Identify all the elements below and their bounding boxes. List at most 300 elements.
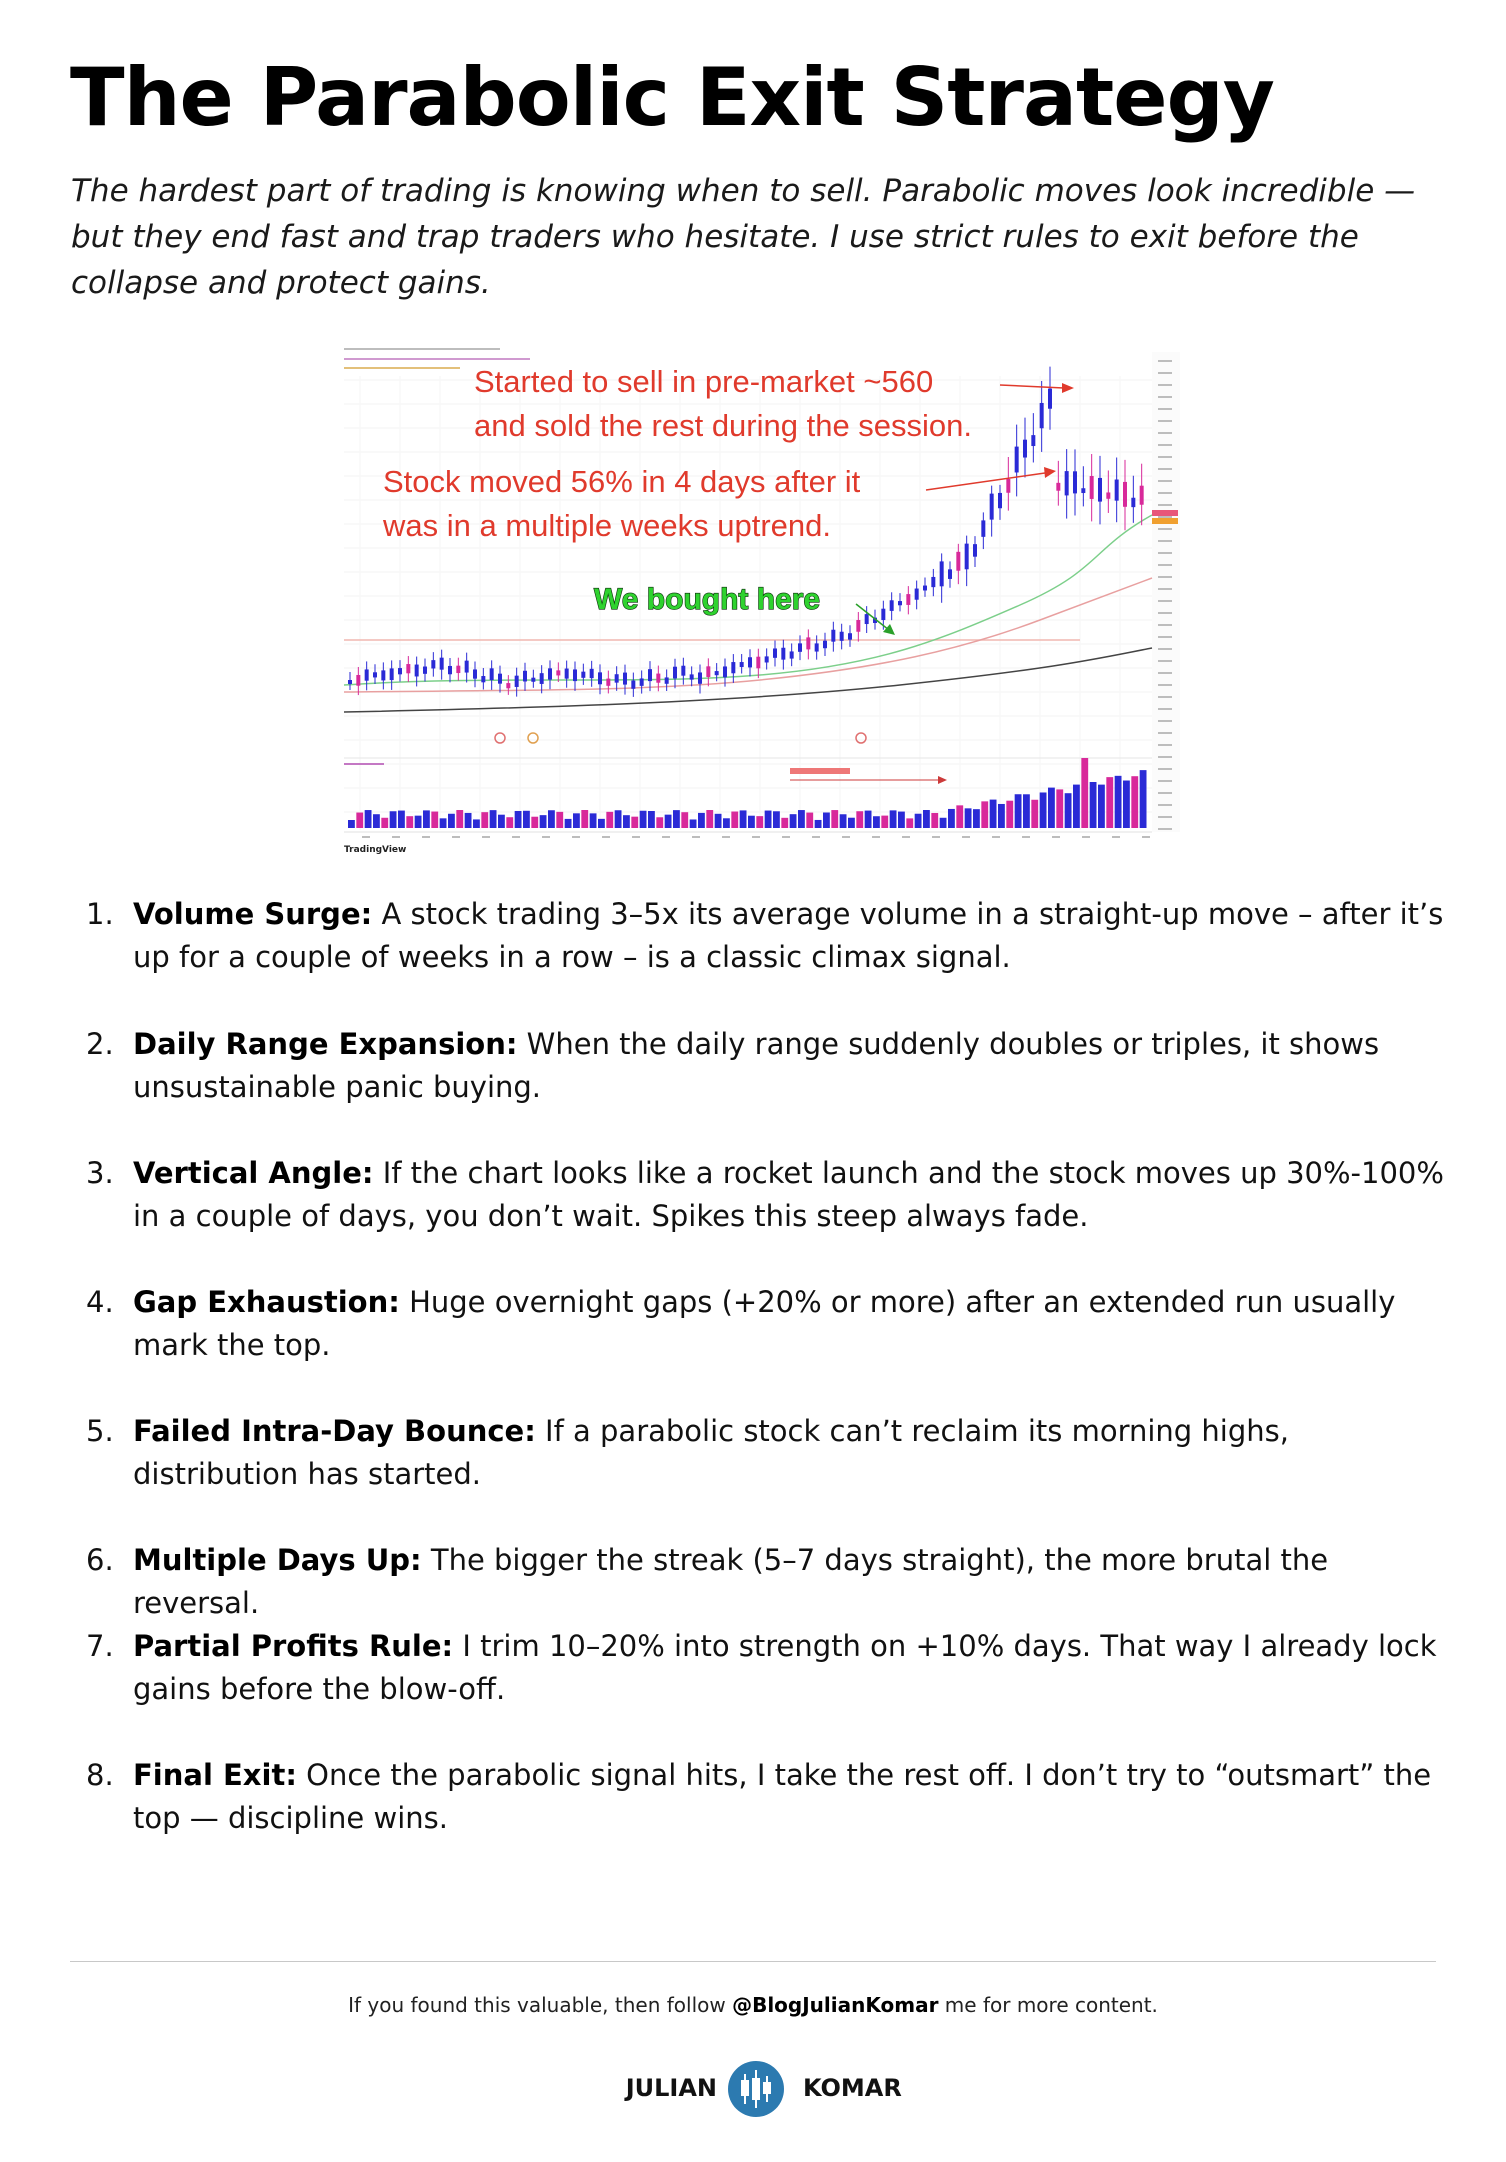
volume-bar — [506, 817, 513, 828]
volume-bar — [815, 820, 822, 828]
time-axis-tick — [902, 836, 910, 838]
price-axis-tick — [1158, 552, 1172, 554]
volume-bar — [690, 819, 697, 828]
volume-bar — [981, 801, 988, 828]
candle-body — [881, 609, 885, 620]
volume-bar — [456, 810, 463, 828]
volume-bar — [923, 810, 930, 828]
time-axis-tick — [1112, 836, 1120, 838]
price-axis-tick — [1158, 540, 1172, 542]
volume-bar — [640, 811, 647, 828]
candle-body — [1140, 486, 1144, 505]
candle-body — [990, 494, 994, 520]
price-axis-tick — [1158, 372, 1172, 374]
time-axis-tick — [572, 836, 580, 838]
price-axis-tick — [1158, 624, 1172, 626]
volume-bar — [715, 814, 722, 828]
candle-body — [1056, 483, 1060, 491]
candle-body — [640, 678, 644, 685]
candle-body — [931, 577, 935, 587]
brand-logo-block — [0, 2058, 1506, 2122]
candle-body — [648, 669, 652, 681]
candle-body — [1115, 480, 1119, 501]
price-axis-tag — [1152, 510, 1178, 516]
price-axis-tick — [1158, 384, 1172, 386]
annotation-bought-here: We bought here — [594, 583, 821, 616]
volume-bar — [423, 810, 430, 828]
rule-body: The bigger the streak (5–7 days straight), the more brutal the reversal. — [133, 1543, 1329, 1620]
candle-body — [740, 662, 744, 667]
time-axis-tick — [1052, 836, 1060, 838]
volume-bar — [656, 817, 663, 828]
candle-body — [823, 641, 827, 648]
volume-bar — [940, 818, 947, 828]
volume-bar — [1048, 788, 1055, 828]
time-axis-tick — [392, 836, 400, 838]
candle-body — [615, 674, 619, 682]
candle-body — [681, 666, 685, 676]
time-axis-tick — [962, 836, 970, 838]
volume-bar — [706, 810, 713, 828]
time-axis-tick — [632, 836, 640, 838]
volume-bar — [1065, 793, 1072, 828]
price-axis-tick — [1158, 396, 1172, 398]
candle-body — [390, 668, 394, 680]
rule-heading: Vertical Angle: — [133, 1156, 374, 1190]
volume-annotation-arrowhead — [938, 776, 947, 784]
volume-bar — [1031, 800, 1038, 828]
volume-bar — [798, 810, 805, 828]
rule-body: When the daily range suddenly doubles or triples, it shows unsustainable panic buying. — [133, 1027, 1380, 1104]
candle-body — [998, 493, 1002, 508]
time-axis-tick — [482, 836, 490, 838]
rule-body: Once the parabolic signal hits, I take the rest off. I don’t try to “outsmart” the top — discipline wins. — [133, 1758, 1432, 1835]
volume-annotation-label — [790, 768, 850, 774]
volume-bar — [1106, 777, 1113, 828]
volume-bar — [1131, 776, 1138, 828]
event-marker — [495, 733, 505, 743]
candle-body — [1098, 478, 1102, 502]
candle-body — [698, 672, 702, 683]
volume-bar — [515, 811, 522, 828]
volume-bar — [756, 816, 763, 828]
volume-bar — [898, 812, 905, 828]
candle-body — [431, 660, 435, 668]
candle-body — [715, 671, 719, 675]
candle-body — [948, 569, 952, 579]
volume-bar — [1123, 781, 1130, 828]
volume-bar — [565, 819, 572, 828]
candle-body — [1023, 440, 1027, 458]
candle-body — [356, 675, 360, 686]
candle-body — [831, 630, 835, 642]
price-axis-tick — [1158, 648, 1172, 650]
brand-name-left: JULIAN — [625, 2074, 717, 2102]
volume-bar — [915, 814, 922, 828]
price-axis-tick — [1158, 528, 1172, 530]
volume-bar — [415, 816, 422, 828]
time-axis-tick — [1082, 836, 1090, 838]
volume-bar — [790, 814, 797, 828]
annotation-move-line-1: Stock moved 56% in 4 days after it — [383, 464, 861, 499]
volume-bar — [1023, 794, 1030, 828]
candle-body — [865, 614, 869, 624]
price-axis-tick — [1158, 588, 1172, 590]
price-axis-tick — [1158, 360, 1172, 362]
candle-body — [1081, 488, 1085, 493]
rule-text — [133, 1410, 1453, 1496]
candle-body — [623, 673, 627, 685]
volume-bar — [681, 812, 688, 828]
candle-body — [365, 669, 369, 680]
rule-heading: Final Exit: — [133, 1758, 297, 1792]
rule-text — [133, 1754, 1453, 1840]
volume-bar — [840, 814, 847, 828]
price-axis-tick — [1158, 444, 1172, 446]
price-axis-tick — [1158, 408, 1172, 410]
volume-bar — [1073, 785, 1080, 828]
candle-body — [1065, 471, 1069, 495]
volume-bar — [931, 813, 938, 828]
rule-text — [133, 1023, 1453, 1109]
footer-prefix: If you found this valuable, then follow — [348, 1993, 733, 2017]
brand-name-right: KOMAR — [803, 2074, 902, 2102]
time-axis-ticks — [362, 836, 1150, 838]
candle-body — [1048, 389, 1052, 409]
volume-bar — [973, 809, 980, 828]
footer-note — [0, 1990, 1506, 2020]
time-axis-tick — [872, 836, 880, 838]
footer-divider — [70, 1961, 1436, 1962]
sell-arrow — [1000, 385, 1064, 388]
volume-bar — [548, 810, 555, 828]
page-title: The Parabolic Exit Strategy — [70, 51, 1274, 144]
price-axis-tick — [1158, 456, 1172, 458]
price-axis-tick — [1158, 696, 1172, 698]
rule-number: 1. — [86, 897, 114, 931]
time-axis-tick — [362, 836, 370, 838]
price-axis-tick — [1158, 732, 1172, 734]
time-axis-tick — [512, 836, 520, 838]
price-axis-tick — [1158, 720, 1172, 722]
time-axis-tick — [602, 836, 610, 838]
rule-body: If the chart looks like a rocket launch and the stock moves up 30%-100% in a couple of days, you don’t wait. Spikes this steep always fade. — [133, 1156, 1444, 1233]
price-axis — [1152, 352, 1180, 832]
volume-bar — [448, 814, 455, 828]
volume-bar — [990, 800, 997, 828]
price-axis-tick — [1158, 576, 1172, 578]
rule-number: 2. — [86, 1027, 114, 1061]
volume-bar — [573, 813, 580, 828]
volume-bar — [498, 815, 505, 828]
time-axis-tick — [542, 836, 550, 838]
candle-body — [1090, 476, 1094, 499]
price-axis-tick — [1158, 480, 1172, 482]
candle-body — [440, 658, 444, 670]
candle-body — [448, 666, 452, 674]
volume-bar — [773, 811, 780, 828]
candle-body — [1123, 482, 1127, 507]
candle-body — [848, 633, 852, 639]
volume-bar — [831, 810, 838, 828]
rule-number: 5. — [86, 1414, 114, 1448]
candle-body — [940, 561, 944, 586]
volume-bar — [365, 810, 372, 828]
price-axis-tick — [1158, 468, 1172, 470]
volume-bar — [948, 809, 955, 828]
candle-body — [965, 544, 969, 570]
candle-body — [590, 669, 594, 678]
candle-body — [581, 672, 585, 678]
candle-body — [423, 667, 427, 674]
volume-bar — [381, 818, 388, 828]
price-axis-tick — [1158, 672, 1172, 674]
rule-heading: Failed Intra-Day Bounce: — [133, 1414, 536, 1448]
volume-bar — [348, 820, 355, 828]
volume-bar — [440, 818, 447, 828]
volume-bar — [398, 811, 405, 828]
candle-body — [1040, 403, 1044, 428]
volume-bar — [665, 815, 672, 828]
rule-heading: Partial Profits Rule: — [133, 1629, 454, 1663]
candle-body — [548, 668, 552, 679]
volume-bar — [623, 815, 630, 828]
price-axis-tick — [1158, 756, 1172, 758]
time-axis-tick — [722, 836, 730, 838]
price-axis-tick — [1158, 804, 1172, 806]
rule-heading: Volume Surge: — [133, 897, 373, 931]
volume-bar — [781, 818, 788, 828]
time-axis-tick — [1022, 836, 1030, 838]
volume-bar — [731, 812, 738, 828]
volume-bar — [765, 811, 772, 828]
candle-body — [631, 681, 635, 689]
rule-number: 8. — [86, 1758, 114, 1792]
time-axis-tick — [812, 836, 820, 838]
volume-bar — [598, 819, 605, 828]
chart-svg — [340, 340, 1180, 860]
price-axis-tick — [1158, 744, 1172, 746]
candle-body — [1106, 492, 1110, 498]
rule-heading: Multiple Days Up: — [133, 1543, 422, 1577]
candle-body — [856, 620, 860, 632]
annotation-sell-line-2: and sold the rest during the session. — [474, 408, 973, 443]
volume-bar — [631, 817, 638, 828]
volume-bar — [1115, 776, 1122, 828]
candle-body — [598, 672, 602, 684]
volume-bar — [806, 813, 813, 828]
candle-body — [756, 657, 760, 669]
time-axis-tick — [782, 836, 790, 838]
candle-body — [656, 674, 660, 683]
volume-bar — [823, 813, 830, 828]
volume-bar — [465, 813, 472, 828]
price-axis-tick — [1158, 768, 1172, 770]
time-axis-tick — [662, 836, 670, 838]
candle-body — [565, 669, 569, 679]
volume-bar — [865, 811, 872, 828]
candle-body — [523, 671, 527, 682]
rule-number: 6. — [86, 1543, 114, 1577]
volume-bar — [998, 804, 1005, 828]
candle-body — [540, 673, 544, 684]
candle-body — [731, 662, 735, 673]
candle-body — [890, 600, 894, 611]
volume-bar — [556, 812, 563, 828]
volume-bar — [481, 812, 488, 828]
tradingview-logo: TradingView — [344, 845, 407, 855]
candle-body — [748, 657, 752, 667]
volume-bar — [881, 816, 888, 828]
candle-body — [606, 679, 610, 686]
rule-text — [133, 1152, 1453, 1238]
rule-heading: Daily Range Expansion: — [133, 1027, 518, 1061]
candle-body — [490, 668, 494, 680]
volume-bar — [856, 811, 863, 828]
volume-bar — [1056, 789, 1063, 828]
annotated-stock-chart — [340, 340, 1180, 860]
price-axis-tick — [1158, 816, 1172, 818]
event-marker — [528, 733, 538, 743]
price-axis-tick — [1158, 516, 1172, 518]
volume-bar — [1090, 782, 1097, 828]
price-axis-tag — [1152, 518, 1178, 524]
price-axis-tick — [1158, 564, 1172, 566]
candle-body — [898, 601, 902, 605]
candle-body — [781, 648, 785, 660]
time-axis-tick — [422, 836, 430, 838]
volume-bar — [523, 811, 530, 828]
volume-bar — [606, 812, 613, 828]
price-axis-tick — [1158, 420, 1172, 422]
volume-bar — [1040, 792, 1047, 828]
rule-body: A stock trading 3–5x its average volume in a straight-up move – after it’s up for a couple of weeks in a row – is a classic climax signal. — [133, 897, 1444, 974]
candle-body — [398, 668, 402, 674]
candle-body — [923, 586, 927, 591]
candle-body — [915, 589, 919, 600]
volume-bar — [615, 810, 622, 828]
price-axis-tick — [1158, 636, 1172, 638]
volume-bar — [890, 810, 897, 828]
candle-body — [673, 667, 677, 679]
candle-body — [506, 683, 510, 688]
volume-bar — [873, 816, 880, 828]
volume-bar — [906, 818, 913, 828]
volume-bars — [348, 758, 1147, 828]
candle-body — [981, 520, 985, 536]
volume-bar — [748, 816, 755, 828]
candle-body — [381, 670, 385, 680]
candle-body — [473, 669, 477, 678]
candle-body — [1006, 479, 1010, 493]
volume-bar — [590, 813, 597, 828]
rule-text — [133, 1281, 1453, 1367]
volume-bar — [965, 808, 972, 828]
time-axis-tick — [752, 836, 760, 838]
candle-body — [1031, 435, 1035, 446]
rule-heading: Gap Exhaustion: — [133, 1285, 400, 1319]
candle-body — [798, 643, 802, 651]
annotation-sell-line-1: Started to sell in pre-market ~560 — [474, 364, 934, 399]
price-axis-tick — [1158, 432, 1172, 434]
sell-arrowhead — [1062, 383, 1074, 393]
time-axis-tick — [932, 836, 940, 838]
volume-bar — [848, 818, 855, 828]
time-axis-tick — [1142, 836, 1150, 838]
candle-body — [723, 666, 727, 677]
volume-bar — [540, 815, 547, 828]
candle-body — [906, 594, 910, 605]
volume-bar — [698, 813, 705, 828]
candle-body — [790, 651, 794, 658]
volume-bar — [1015, 794, 1022, 828]
volume-bar — [431, 812, 438, 828]
volume-bar — [1006, 801, 1013, 828]
volume-bar — [373, 814, 380, 828]
volume-bar — [490, 810, 497, 828]
footer-suffix: me for more content. — [938, 1993, 1158, 2017]
candle-body — [373, 672, 377, 677]
price-axis-tick — [1158, 612, 1172, 614]
intro-paragraph: The hardest part of trading is knowing when to sell. Parabolic moves look incredible — but they end fast and trap traders who hesitate. I use strict rules to exit before the collapse and protect gains. — [71, 173, 1416, 301]
volume-bar — [531, 817, 538, 828]
candle-body — [465, 661, 469, 673]
rule-text — [133, 1539, 1453, 1625]
candle-body — [815, 643, 819, 651]
candle-body — [406, 664, 410, 673]
candle-body — [573, 669, 577, 681]
time-axis-tick — [452, 836, 460, 838]
candle-body — [481, 676, 485, 682]
candle-body — [765, 656, 769, 662]
price-axis-tick — [1158, 684, 1172, 686]
candle-body — [556, 670, 560, 675]
volume-bar — [406, 816, 413, 828]
candle-body — [840, 632, 844, 641]
candle-body — [1015, 447, 1019, 473]
candle-body — [1131, 498, 1135, 507]
annotation-move-line-2: was in a multiple weeks uptrend. — [383, 508, 832, 543]
rule-text — [133, 893, 1453, 979]
volume-bar — [356, 813, 363, 828]
volume-bar — [473, 819, 480, 828]
rule-text — [133, 1625, 1453, 1711]
candle-body — [806, 637, 810, 649]
volume-bar — [581, 810, 588, 828]
candle-body — [531, 678, 535, 682]
volume-bar — [673, 810, 680, 828]
rule-body: I trim 10–20% into strength on +10% days. That way I already lock gains before the blow-off. — [133, 1629, 1437, 1706]
footer-handle-link[interactable]: @BlogJulianKomar — [732, 1993, 939, 2017]
time-axis-tick — [992, 836, 1000, 838]
rule-body: Huge overnight gaps (+20% or more) after an extended run usually mark the top. — [133, 1285, 1396, 1362]
rule-body: If a parabolic stock can’t reclaim its morning highs, distribution has started. — [133, 1414, 1289, 1491]
price-axis-tick — [1158, 504, 1172, 506]
candle-body — [415, 665, 419, 677]
volume-bar — [648, 811, 655, 828]
candle-body — [515, 676, 519, 687]
bought-arrowhead — [883, 624, 895, 635]
price-axis-tick — [1158, 708, 1172, 710]
volume-bar — [1098, 785, 1105, 828]
candle-body — [690, 674, 694, 679]
candle-body — [956, 552, 960, 571]
rule-number: 3. — [86, 1156, 114, 1190]
price-axis-tick — [1158, 660, 1172, 662]
time-axis-tick — [842, 836, 850, 838]
candle-body — [456, 666, 460, 673]
candle-body — [1073, 471, 1077, 493]
